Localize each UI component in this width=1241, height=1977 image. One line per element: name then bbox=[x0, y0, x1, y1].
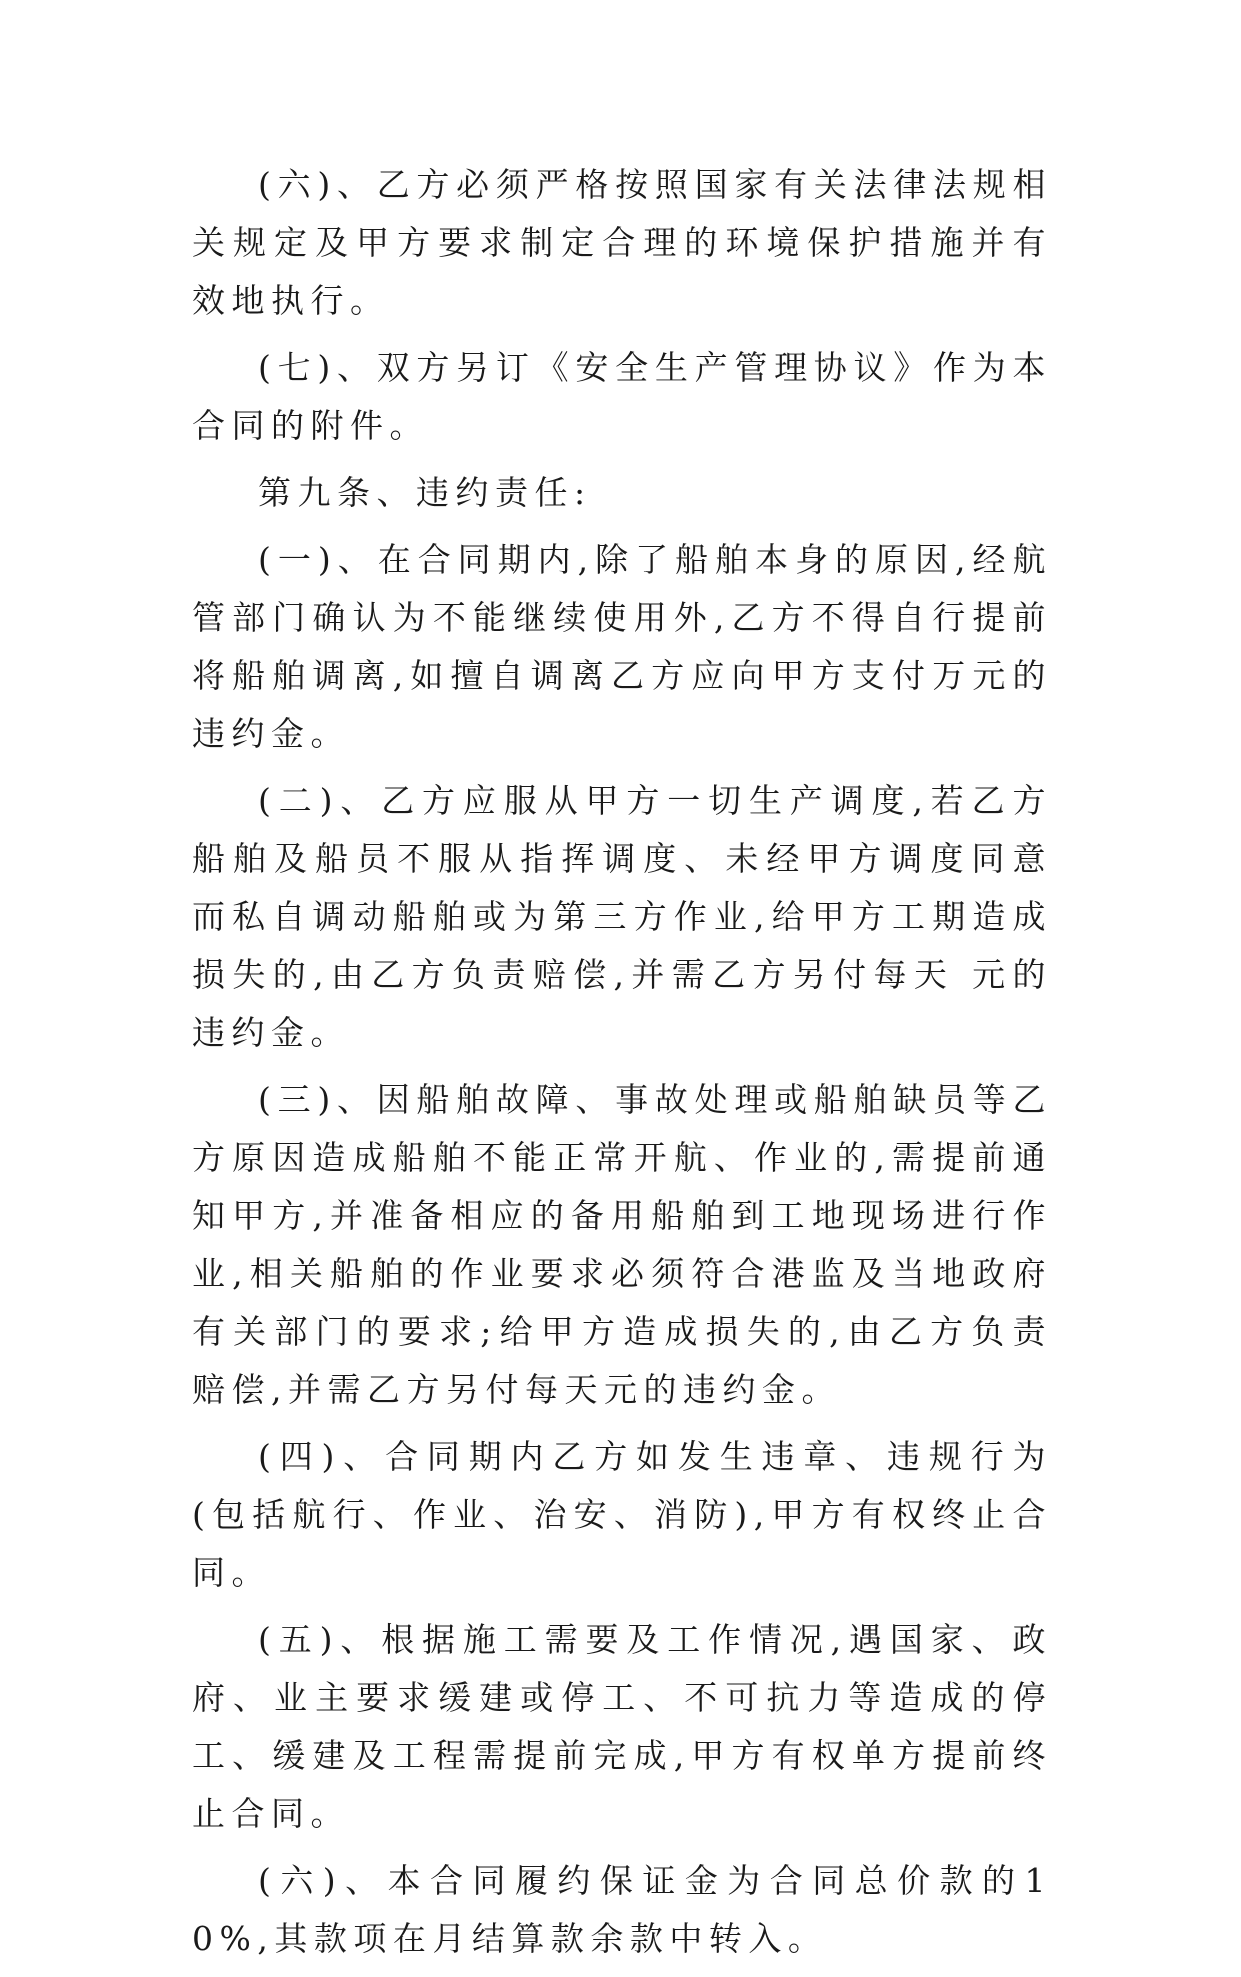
breach-clause-3: (三)、因船舶故障、事故处理或船舶缺员等乙方原因造成船舶不能正常开航、作业的,需提前通知甲方,并准备相应的备用船舶到工地现场进行作业,相关船舶的作业要求必须符合港监及当地政府有关部门的要求;给甲方造成损失的,由乙方负责赔偿,并需乙方另付每天元的违约金。 bbox=[192, 1080, 1052, 1409]
breach-clause-4: (四)、合同期内乙方如发生违章、违规行为(包括航行、作业、治安、消防),甲方有权终止合同。 bbox=[192, 1437, 1052, 1592]
clause-6-environment: (六)、乙方必须严格按照国家有关法律法规相关规定及甲方要求制定合理的环境保护措施并有效地执行。 bbox=[192, 165, 1052, 320]
document-body bbox=[192, 156, 1052, 1977]
breach-clause-5: (五)、根据施工需要及工作情况,遇国家、政府、业主要求缓建或停工、不可抗力等造成的停工、缓建及工程需提前完成,甲方有权单方提前终止合同。 bbox=[192, 1620, 1052, 1833]
clause-7-safety-agreement: (七)、双方另订《安全生产管理协议》作为本合同的附件。 bbox=[192, 348, 1052, 445]
article-9-heading: 第九条、违约责任: bbox=[258, 473, 592, 512]
breach-clause-2: (二)、乙方应服从甲方一切生产调度,若乙方船舶及船员不服从指挥调度、未经甲方调度同意而私自调动船舶或为第三方作业,给甲方工期造成损失的,由乙方负责赔偿,并需乙方另付每天 元的违约金。 bbox=[192, 781, 1052, 1052]
breach-clause-1: (一)、在合同期内,除了船舶本身的原因,经航管部门确认为不能继续使用外,乙方不得自行提前将船舶调离,如擅自调离乙方应向甲方支付万元的违约金。 bbox=[192, 540, 1052, 753]
breach-clause-6: (六)、本合同履约保证金为合同总价款的10%,其款项在月结算款余款中转入。 bbox=[192, 1861, 1052, 1958]
